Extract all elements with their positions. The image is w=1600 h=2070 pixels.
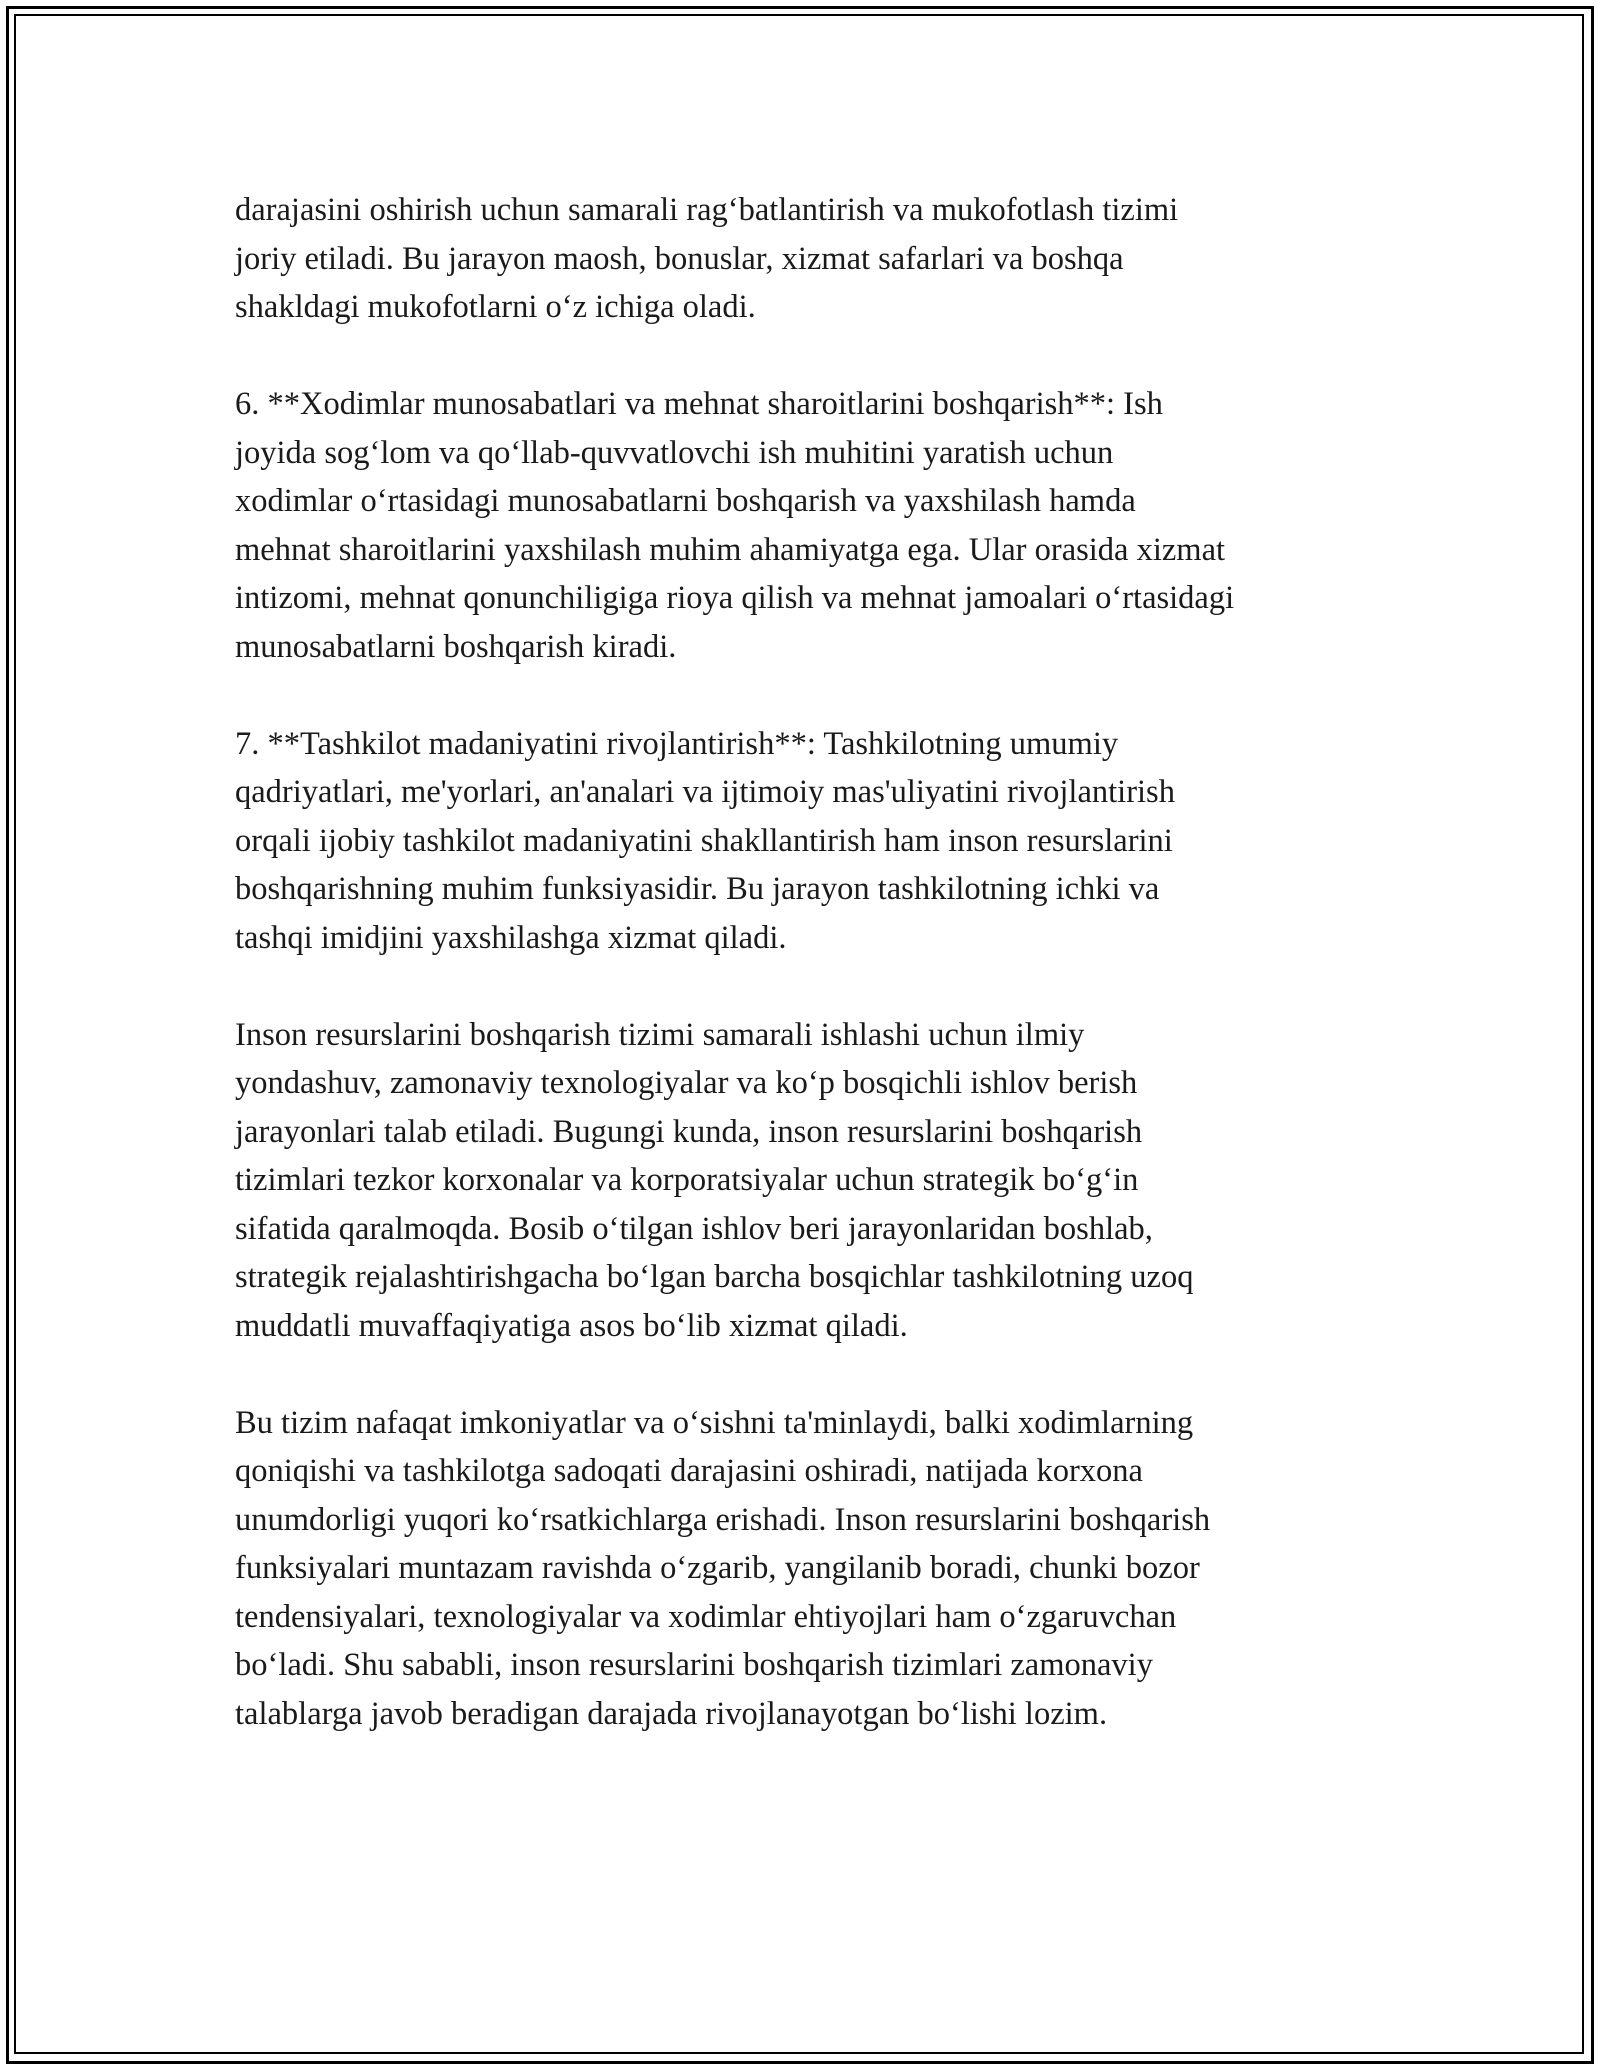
paragraph-hr-system-benefits: Bu tizim nafaqat imkoniyatlar va o‘sishni ta'minlaydi, balki xodimlarning qoniqishi va tashkilotga sadoqati darajasini oshiradi, natijada korxona unumdorligi yuqori ko‘rsatkichlarga erishadi. Inson resurslarini boshqarish funksiyalari muntazam ravishda o‘zgarib, yangilanib boradi, chunki bozor tendensiyalari, texnologiyalar va xodimlar ehtiyojlari ham o‘zgaruvchan bo‘ladi. Shu sababli, inson resurslarini boshqarish tizimlari zamonaviy talablarga javob beradigan darajada rivojlanayotgan bo‘lishi lozim. [235,1404,1211,1732]
paragraph-organizational-culture: 7. **Tashkilot madaniyatini rivojlantirish**: Tashkilotning umumiy qadriyatlari, me'yorlari, an'analari va ijtimoiy mas'uliyatini rivojlantirish orqali ijobiy tashkilot madaniyatini shakllantirish ham inson resurslarini boshqarishning muhim funksiyasidir. Bu jarayon tashkilotning ichki va tashqi imidjini yaxshilashga xizmat qiladi. [235,725,1175,956]
paragraph-hr-system-approach: Inson resurslarini boshqarish tizimi samarali ishlashi uchun ilmiy yondashuv, zamonaviy texnologiyalar va ko‘p bosqichli ishlov berish jarayonlari talab etiladi. Bugungi kunda, inson resurslarini boshqarish tizimlari tezkor korxonalar va korporatsiyalar uchun strategik bo‘g‘in sifatida qaralmoqda. Bosib o‘tilgan ishlov beri jarayonlaridan boshlab, strategik rejalashtirishgacha bo‘lgan barcha bosqichlar tashkilotning uzoq muddatli muvaffaqiyatiga asos bo‘lib xizmat qiladi. [235,1016,1194,1344]
paragraph-employee-relations: 6. **Xodimlar munosabatlari va mehnat sharoitlarini boshqarish**: Ish joyida sog‘lom va qo‘llab-quvvatlovchi ish muhitini yaratish uchun xodimlar o‘rtasidagi munosabatlarni boshqarish va yaxshilash hamda mehnat sharoitlarini yaxshilash muhim ahamiyatga ega. Ular orasida xizmat intizomi, mehnat qonunchiligiga rioya qilish va mehnat jamoalari o‘rtasidagi munosabatlarni boshqarish kiradi. [235,386,1235,665]
document-body [235,186,1375,1738]
paragraph-rewards-continuation: darajasini oshirish uchun samarali rag‘batlantirish va mukofotlash tizimi joriy etiladi. Bu jarayon maosh, bonuslar, xizmat safarlari va boshqa shakldagi mukofotlarni o‘z ichiga oladi. [235,192,1179,325]
